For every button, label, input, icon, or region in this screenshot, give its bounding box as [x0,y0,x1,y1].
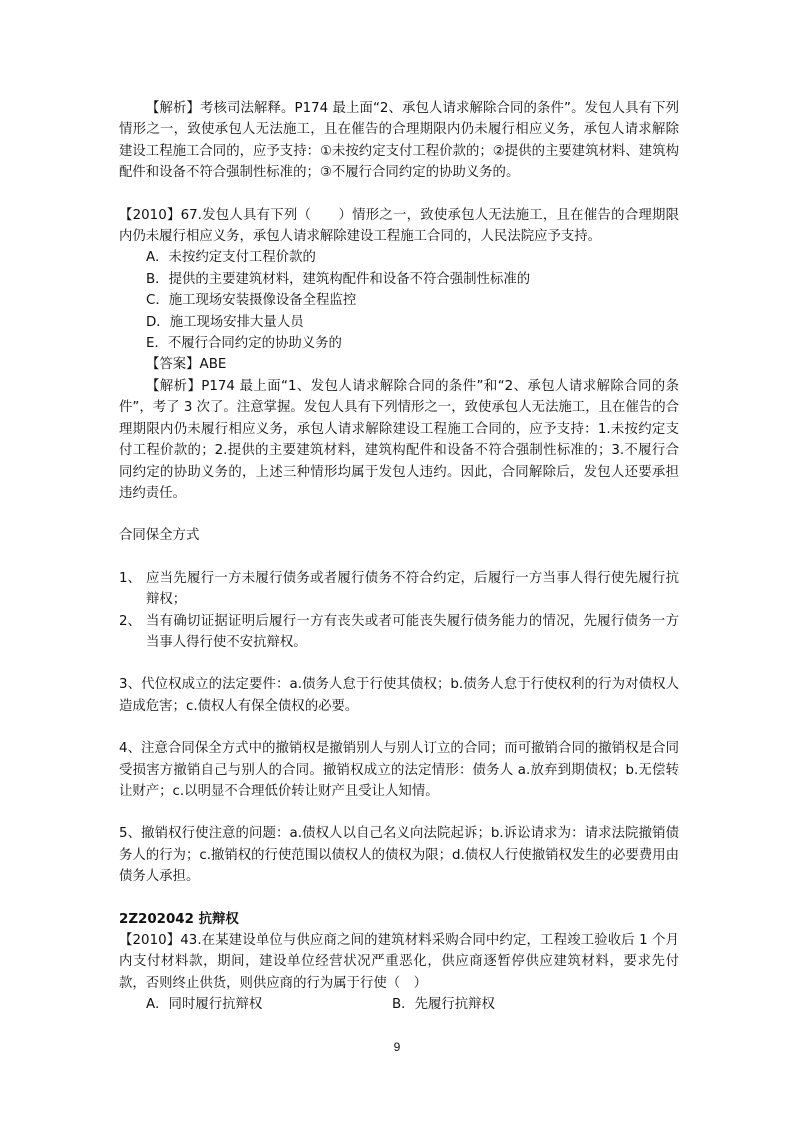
paragraph-4: 4、注意合同保全方式中的撤销权是撤销别人与别人订立的合同；而可撤销合同的撤销权是合同受损害方撤销自己与别人的合同。撤销权成立的法定情形：债务人 a.放弃到期债权；b.无偿转让财产；c.以明显不合理低价转让财产且受让人知情。 [119,741,679,799]
spacer [119,802,679,823]
answer-line: 【答案】ABE [146,357,227,373]
option-c: C．施工现场安装摄像设备全程监控 [146,293,357,309]
paragraph-3: 3、代位权成立的法定要件：a.债务人怠于行使其债权；b.债务人怠于行使权利的行为对债权人造成危害；c.债权人有保全债权的必要。 [119,677,679,714]
spacer [119,504,679,525]
option-a: A．未按约定支付工程价款的 [146,250,316,266]
question-43 [119,930,679,1016]
analysis-paragraph: 【解析】P174 最上面“1、发包人请求解除合同的条件”和“2、承包人请求解除合同的条件”，考了 3 次了。注意掌握。发包人具有下列情形之一，致使承包人无法施工，且在催告的合理期限内仍未履行相应义务，承包人请求解除建设工程施工合同的，应予支持：1.未按约定支付工程价款的；2.提供的主要建筑材料，建筑构配件和设备不符合强制性标准的；3.不履行合同约定的协助义务的，上述三种情形均属于发包人违约。因此，合同解除后，发包人还要承担违约责任。 [119,378,679,501]
option-b: B．先履行抗辩权 [392,997,495,1013]
list-item [119,568,679,611]
paragraph-5: 5、撤销权行使注意的问题：a.债权人以自己名义向法院起诉；b.诉讼请求为：请求法院撤销债务人的行为；c.撤销权的行使范围以债权人的债权为限；d.债权人行使撤销权发生的必要费用由债务人承担。 [119,826,679,885]
analysis-paragraph: 【解析】考核司法解释。P174 最上面“2、承包人请求解除合同的条件”。发包人具有下列情形之一，致使承包人无法施工，且在催告的合理期限内仍未履行相应义务，承包人请求解除建设工程施工合同的，应予支持：①未按约定支付工程价款的；②提供的主要建筑材料、建筑构配件和设备不符合强制性标准的；③不履行合同约定的协助义务的。 [119,101,679,181]
option-a: A．同时履行抗辩权 [146,997,263,1013]
page-number: 9 [393,1040,401,1054]
question-stem: 【2010】67.发包人具有下列（ ）情形之一，致使承包人无法施工，且在催告的合理期限内仍未履行相应义务，承包人请求解除建设工程施工合同的，人民法院应予支持。 [119,207,679,245]
spacer [119,717,679,738]
options-row [119,994,679,1015]
section-title: 合同保全方式 [119,528,200,544]
spacer [119,184,679,205]
question-67 [119,205,679,505]
section-heading: 2Z202042 抗辩权 [119,911,239,927]
list-item [119,611,679,654]
spacer [119,888,679,909]
spacer [119,653,679,674]
option-d: D．施工现场安排大量人员 [146,314,304,330]
list-text: 应当先履行一方未履行债务或者履行债务不符合约定，后履行一方当事人得行使先履行抗辩权； [146,570,679,608]
option-e: E．不履行合同约定的协助义务的 [146,336,342,352]
spacer [119,547,679,568]
option-b: B．提供的主要建筑材料，建筑构配件和设备不符合强制性标准的 [146,271,531,287]
question-stem: 【2010】43.在某建设单位与供应商之间的建筑材料采购合同中约定，工程竣工验收后 1 个月内支付材料款，期间，建设单位经营状况严重恶化，供应商逐暂停供应建筑材料，要求先付款，否则终止供货，则供应商的行为属于行使（ ） [119,933,679,991]
list-text: 当有确切证据证明后履行一方有丧失或者可能丧失履行债务能力的情况，先履行债务一方当事人得行使不安抗辩权。 [146,613,679,650]
list-number: 2、 [119,613,141,629]
list-number: 1、 [119,570,141,586]
document-body [119,98,679,1016]
